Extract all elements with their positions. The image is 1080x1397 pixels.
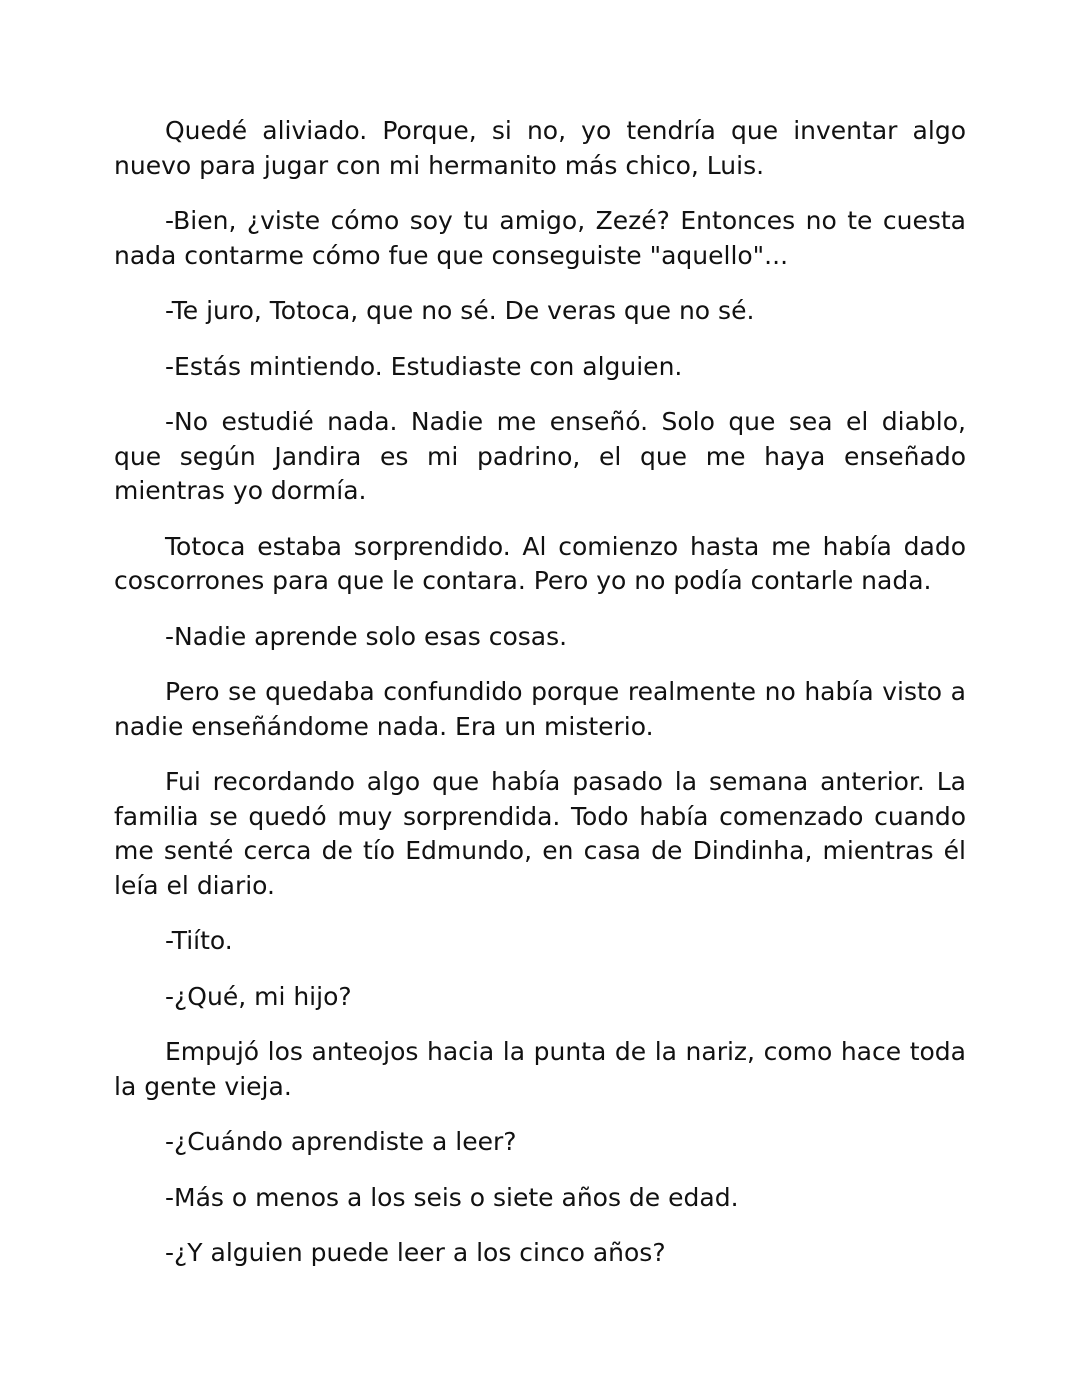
paragraph: Pero se quedaba confundido porque realmente no había visto a nadie enseñándome nada. Era un misterio. [114, 677, 966, 741]
paragraph: Totoca estaba sorprendido. Al comienzo hasta me había dado coscorrones para que le contara. Pero yo no podía contarle nada. [114, 531, 966, 595]
paragraph: -Tiíto. [165, 926, 233, 955]
text-body [114, 114, 966, 1292]
paragraph: Empujó los anteojos hacia la punta de la nariz, como hace toda la gente vieja. [114, 1037, 966, 1101]
paragraph: Fui recordando algo que había pasado la semana anterior. La familia se quedó muy sorprendida. Todo había comenzado cuando me senté cerca de tío Edmundo, en casa de Dindinha, mientras él leía el diario. [114, 767, 966, 900]
paragraph: -Bien, ¿viste cómo soy tu amigo, Zezé? Entonces no te cuesta nada contarme cómo fue que conseguiste "aquello"... [114, 206, 966, 270]
paragraph: -No estudié nada. Nadie me enseñó. Solo que sea el diablo, que según Jandira es mi padrino, el que me haya enseñado mientras yo dormía. [114, 407, 966, 505]
paragraph: Quedé aliviado. Porque, si no, yo tendría que inventar algo nuevo para jugar con mi hermanito más chico, Luis. [114, 116, 966, 180]
paragraph: -¿Cuándo aprendiste a leer? [165, 1127, 517, 1156]
paragraph: -Te juro, Totoca, que no sé. De veras que no sé. [165, 296, 755, 325]
paragraph: -¿Qué, mi hijo? [165, 981, 352, 1011]
paragraph: -Nadie aprende solo esas cosas. [165, 621, 568, 651]
paragraph: -Más o menos a los seis o siete años de edad. [165, 1182, 739, 1212]
paragraph: -¿Y alguien puede leer a los cinco años? [165, 1238, 666, 1267]
paragraph: -Estás mintiendo. Estudiaste con alguien. [165, 351, 683, 381]
